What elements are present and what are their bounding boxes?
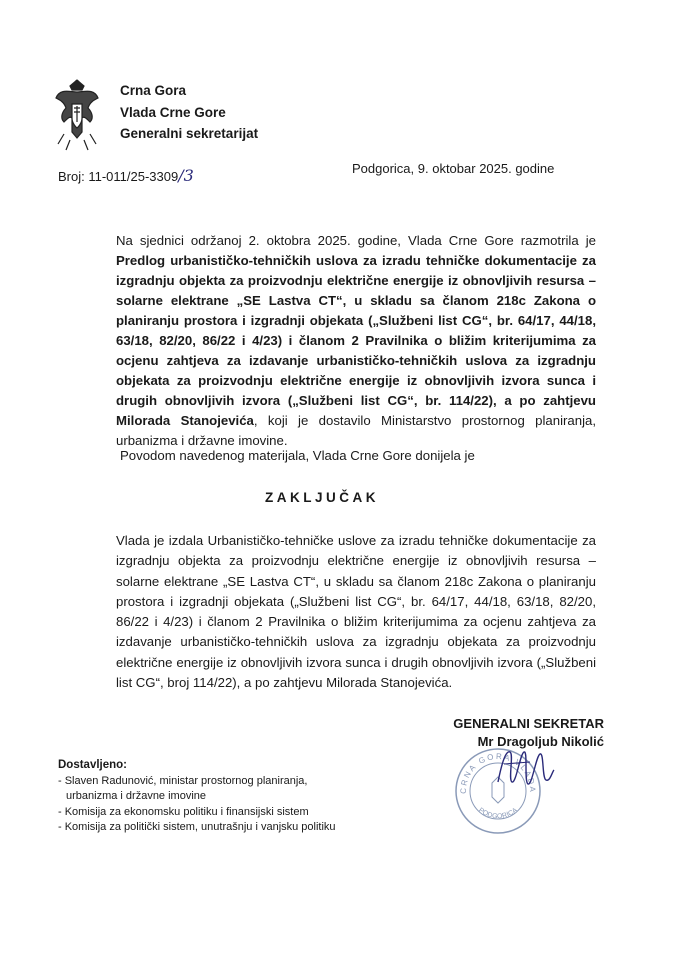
distribution-item: - Komisija za ekonomsku politiku i finansijski sistem <box>58 805 309 818</box>
distribution-item: - Komisija za politički sistem, unutrašnju i vanjsku politiku <box>58 821 336 833</box>
document-date: Podgorica, 9. oktobar 2025. godine <box>352 161 555 176</box>
conclusion-heading: ZAKLJUČAK <box>265 490 379 505</box>
stamp-bottom-text: PODGORICA <box>477 806 519 821</box>
signatory-name: Mr Dragoljub Nikolić <box>477 734 604 749</box>
distribution-item: - Slaven Radunović, ministar prostornog planiranja, <box>58 774 308 787</box>
reference-handwritten: /3 <box>178 166 194 185</box>
intro-text-bold: Predlog urbanističko-tehničkih uslova za izradu tehničke dokumentacije za izgradnju objekta za proizvodnju električne energije iz obnovljivih resursa – solarne elektrane „SE Lastva CT“, u skladu sa članom 218c Zakona o planiranju prostora i izgradnji objekata („Službeni list CG“, br. 64/17, 44/18, 63/18, 82/20, 86/22 i 4/23) i članom 2 Pravilnika o bližim kriterijumima za ocjenu zahtjeva za izdavanje urbanističko-tehničkih uslova za izgradnju objekata za proizvodnju električne energije iz obnovljivih izvora sunca i drugih obnovljivih izvora („Službeni list CG“, br. 114/22), a po zahtjevu Milorada Stanojevića <box>116 253 596 428</box>
intro-text-start: Na sjednici održanoj 2. oktobra 2025. godine, Vlada Crne Gore razmotrila je <box>116 233 596 248</box>
intro-text-end: , koji je dostavilo Ministarstvo prostornog planiranja, urbanizma i državne imovine. <box>116 413 596 448</box>
distribution-heading: Dostavljeno: <box>58 759 128 771</box>
reference-number <box>58 166 194 185</box>
conclusion-paragraph: Vlada je izdala Urbanističko-tehničke uslove za izradu tehničke dokumentacije za izgradnju objekta za proizvodnju električne energije iz obnovljivih resursa – solarne elektrane „SE Lastva CT“, u skladu sa članom 218c Zakona o planiranju prostora i izgradnji objekata („Službeni list CG“, br. 64/17, 44/18, 63/18, 82/20, 86/22 i 4/23) i članom 2 Pravilnika o bližim kriterijumima za ocjenu zahtjeva za izdavanje urbanističko-tehničkih uslova za izgradnju objekata za proizvodnju električne energije iz obnovljivih izvora sunca i drugih obnovljivih izvora („Službeni list CG“, broj 114/22), a po zahtjevu Milorada Stanojevića. <box>116 533 596 691</box>
coat-of-arms-icon <box>52 78 102 152</box>
institution-header <box>120 80 258 145</box>
header-country: Crna Gora <box>120 83 187 98</box>
reference-number-text: Broj: 11-011/25-3309 <box>58 169 179 184</box>
distribution-list <box>58 758 336 836</box>
header-secretariat: Generalni sekretarijat <box>120 126 259 141</box>
signatory-title: GENERALNI SEKRETAR <box>453 716 604 731</box>
signature-block <box>418 715 604 751</box>
intro-paragraph <box>116 231 596 451</box>
header-government: Vlada Crne Gore <box>120 104 226 120</box>
distribution-item-continued: urbanizma i državne imovine <box>66 790 207 802</box>
stamp-top-text: CRNA GORA VLADA <box>458 751 538 794</box>
decision-intro: Povodom navedenog materijala, Vlada Crne Gore donijela je <box>120 448 475 463</box>
